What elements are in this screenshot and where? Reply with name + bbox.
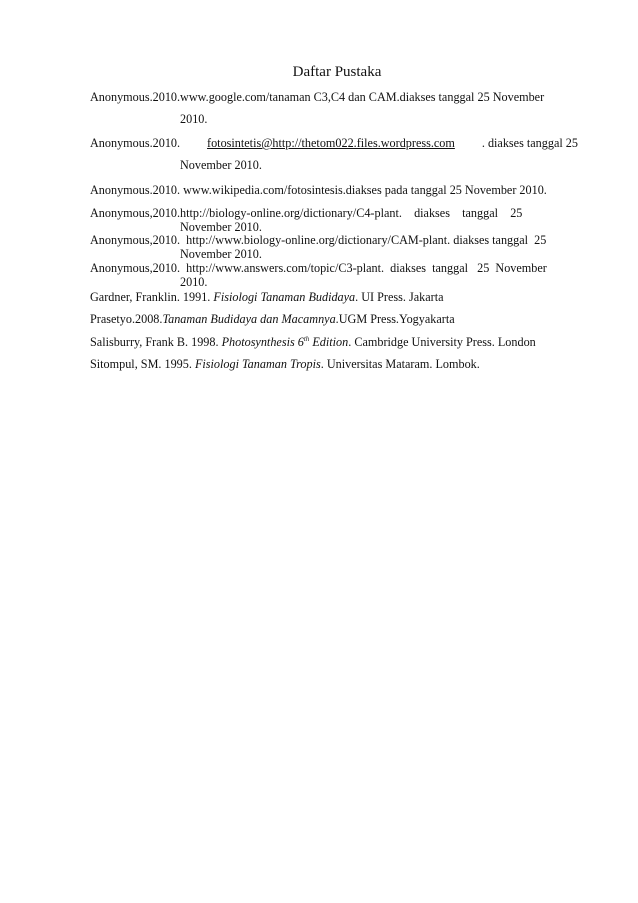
reference-continuation: November 2010. [180, 220, 262, 234]
reference-continuation: 2010. [180, 275, 208, 289]
page-title: Daftar Pustaka [292, 64, 382, 80]
reference-text: Anonymous.2010. [90, 136, 181, 150]
reference-item [90, 335, 536, 350]
reference-author: Gardner, Franklin. 1991. [90, 290, 214, 304]
reference-text: . diakses tanggal 25 [481, 136, 578, 150]
reference-title-suffix: Edition [309, 335, 349, 349]
reference-item [90, 233, 546, 260]
reference-publisher: . Cambridge University Press. London [348, 335, 536, 349]
reference-title: Fisiologi Tanaman Tropis [194, 357, 321, 371]
reference-author: Salisburry, Frank B. 1998. [90, 335, 222, 349]
reference-item [90, 357, 480, 372]
reference-publisher: .UGM Press.Yogyakarta [335, 312, 455, 326]
reference-item [90, 183, 547, 198]
reference-item [90, 206, 522, 233]
reference-text: Anonymous,2010.http://biology-online.org/dictionary/C4-plant. diakses tanggal 25 [90, 206, 523, 220]
reference-item [90, 90, 544, 127]
reference-continuation: November 2010. [180, 158, 262, 172]
reference-text: Anonymous,2010. http://www.answers.com/topic/C3-plant. diakses tanggal 25 November [90, 261, 547, 275]
reference-title: Tanaman Budidaya dan Macamnya [162, 312, 336, 326]
reference-text: Anonymous.2010. www.wikipedia.com/fotosintesis.diakses pada tanggal 25 November 2010. [90, 183, 547, 197]
reference-author: Prasetyo.2008. [90, 312, 163, 326]
reference-superscript: th [303, 334, 310, 343]
reference-item [90, 312, 455, 327]
reference-text: Anonymous.2010.www.google.com/tanaman C3,C4 dan CAM.diakses tanggal 25 November [90, 90, 545, 104]
reference-publisher: . UI Press. Jakarta [355, 290, 444, 304]
reference-item [90, 290, 444, 305]
reference-continuation: November 2010. [180, 247, 262, 261]
reference-item [90, 136, 578, 173]
reference-author: Sitompul, SM. 1995. [90, 357, 195, 371]
reference-item [90, 261, 547, 288]
reference-text: Anonymous,2010. http://www.biology-online.org/dictionary/CAM-plant. diakses tanggal 25 [90, 233, 547, 247]
reference-link[interactable]: fotosintetis@http://thetom022.files.wordpress.com [207, 136, 455, 150]
reference-publisher: . Universitas Mataram. Lombok. [320, 357, 480, 371]
reference-continuation: 2010. [180, 112, 208, 126]
reference-title: Fisiologi Tanaman Budidaya [213, 290, 356, 304]
reference-title: Photosynthesis 6 [221, 335, 304, 349]
